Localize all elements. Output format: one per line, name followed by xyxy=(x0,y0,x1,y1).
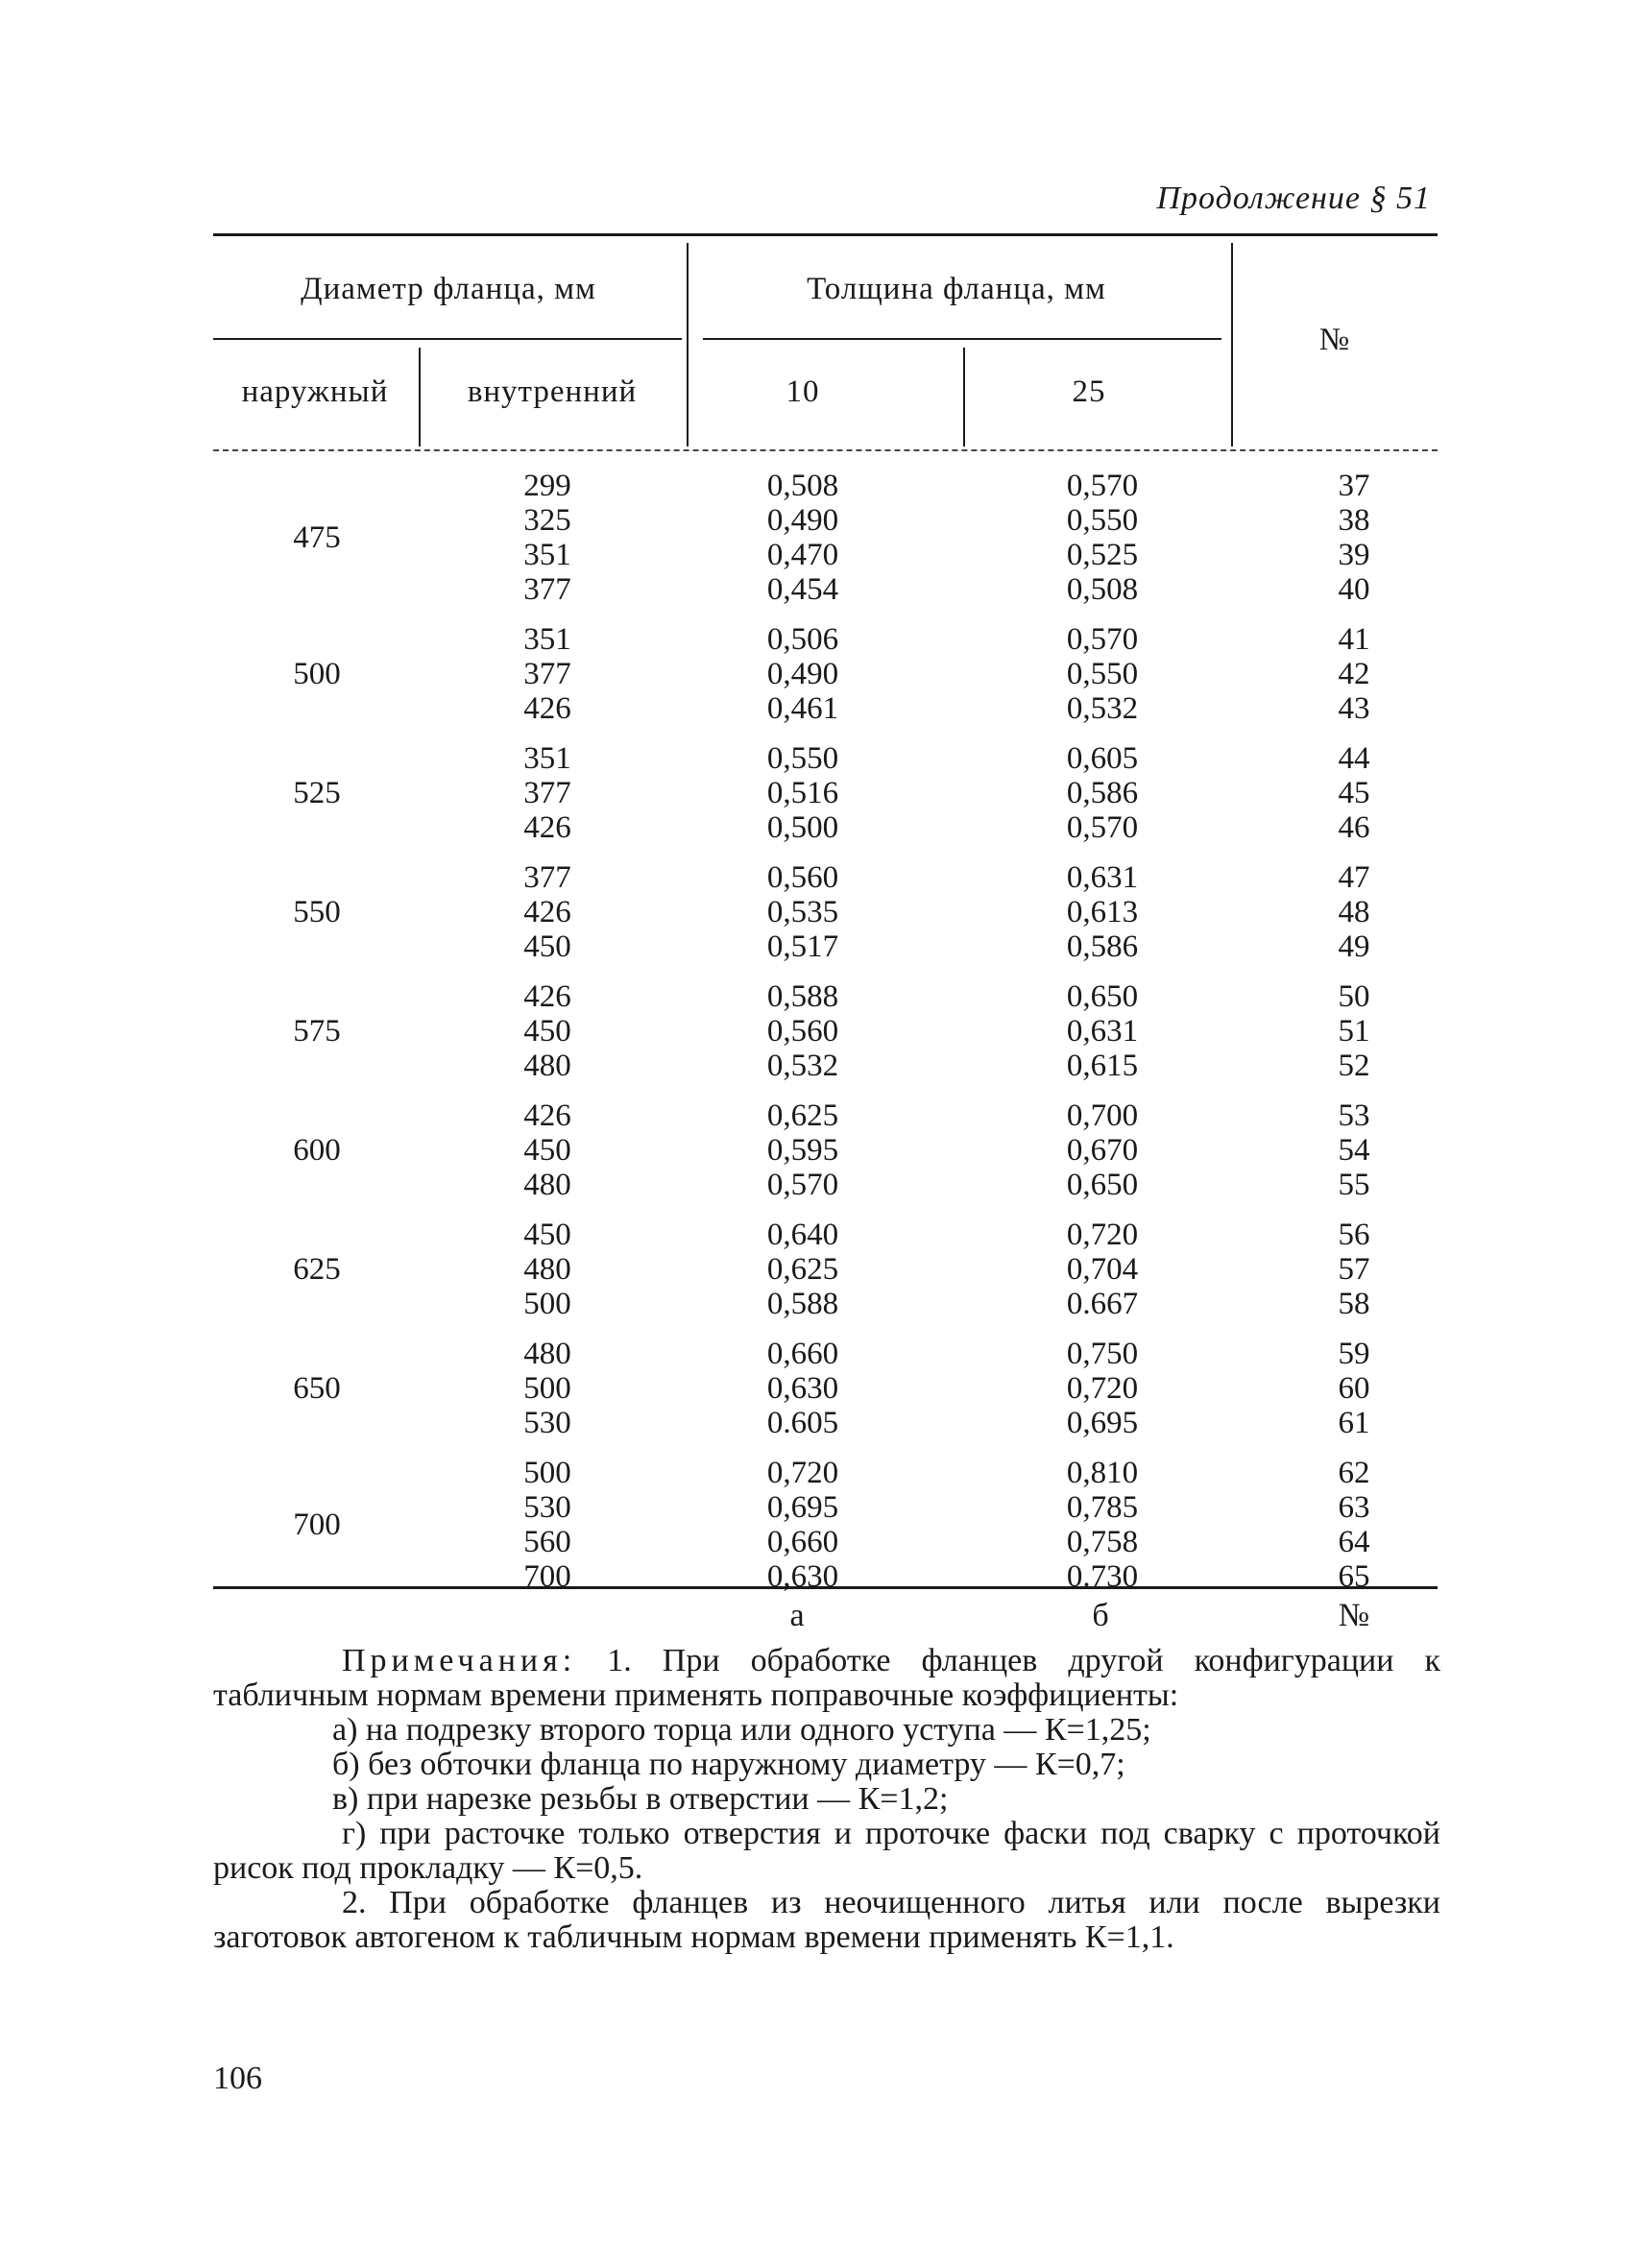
inner-diameter-cell: 299 xyxy=(523,469,571,503)
inner-diameter-cell: 500 xyxy=(523,1456,571,1490)
table-row xyxy=(0,1049,1644,1083)
inner-diameter-cell: 325 xyxy=(523,503,571,538)
table-row xyxy=(0,979,1644,1014)
inner-diameter-cell: 377 xyxy=(523,657,571,691)
inner-diameter-cell: 480 xyxy=(523,1168,571,1202)
time-10mm-cell: 0,454 xyxy=(766,572,839,607)
time-10mm-cell: 0,625 xyxy=(766,1098,839,1133)
table-row xyxy=(0,1218,1644,1252)
time-25mm-cell: 0,758 xyxy=(1066,1525,1139,1559)
time-25mm-cell: 0,570 xyxy=(1066,622,1139,657)
time-25mm-cell: 0,586 xyxy=(1066,929,1139,964)
header-outer: наружный xyxy=(241,374,389,409)
note-item-b: б) без обточки фланца по наружному диаметру — К=0,7; xyxy=(332,1747,1125,1782)
time-25mm-cell: 0,508 xyxy=(1066,572,1139,607)
table-row xyxy=(0,929,1644,964)
table-bottom-rule xyxy=(213,1586,1438,1589)
inner-diameter-cell: 480 xyxy=(523,1252,571,1287)
row-number-cell: 61 xyxy=(1338,1406,1370,1440)
header-t25: 25 xyxy=(1072,374,1106,409)
notes-block xyxy=(213,1644,1440,1955)
time-25mm-cell: 0,695 xyxy=(1066,1406,1139,1440)
table-row xyxy=(0,776,1644,810)
outer-diameter-cell: 475 xyxy=(293,520,341,555)
time-25mm-cell: 0,750 xyxy=(1066,1337,1139,1371)
inner-diameter-cell: 530 xyxy=(523,1406,571,1440)
time-10mm-cell: 0,720 xyxy=(766,1456,839,1490)
row-number-cell: 43 xyxy=(1338,691,1370,726)
table-row xyxy=(0,469,1644,503)
row-number-cell: 55 xyxy=(1338,1168,1370,1202)
time-10mm-cell: 0,695 xyxy=(766,1490,839,1525)
time-25mm-cell: 0,615 xyxy=(1066,1049,1139,1083)
table-row xyxy=(0,1371,1644,1406)
row-number-cell: 52 xyxy=(1338,1049,1370,1083)
outer-diameter-cell: 700 xyxy=(293,1508,341,1542)
time-25mm-cell: 0,550 xyxy=(1066,503,1139,538)
header-number: № xyxy=(1318,323,1351,357)
inner-diameter-cell: 450 xyxy=(523,1014,571,1049)
time-10mm-cell: 0,506 xyxy=(766,622,839,657)
inner-diameter-cell: 351 xyxy=(523,538,571,572)
time-25mm-cell: 0,631 xyxy=(1066,860,1139,895)
time-10mm-cell: 0,470 xyxy=(766,538,839,572)
row-number-cell: 56 xyxy=(1338,1218,1370,1252)
table-row xyxy=(0,622,1644,657)
time-25mm-cell: 0,550 xyxy=(1066,657,1139,691)
inner-diameter-cell: 530 xyxy=(523,1490,571,1525)
time-10mm-cell: 0.605 xyxy=(766,1406,839,1440)
time-10mm-cell: 0,640 xyxy=(766,1218,839,1252)
row-number-cell: 58 xyxy=(1338,1287,1370,1321)
inner-diameter-cell: 450 xyxy=(523,929,571,964)
table-row xyxy=(0,1525,1644,1559)
row-number-cell: 59 xyxy=(1338,1337,1370,1371)
row-number-cell: 62 xyxy=(1338,1456,1370,1490)
time-25mm-cell: 0,613 xyxy=(1066,895,1139,929)
time-25mm-cell: 0,650 xyxy=(1066,979,1139,1014)
row-number-cell: 54 xyxy=(1338,1133,1370,1168)
page-number: 106 xyxy=(213,2061,262,2096)
row-number-cell: 60 xyxy=(1338,1371,1370,1406)
row-number-cell: 37 xyxy=(1338,469,1370,503)
table-row xyxy=(0,1252,1644,1287)
time-25mm-cell: 0,532 xyxy=(1066,691,1139,726)
inner-diameter-cell: 500 xyxy=(523,1287,571,1321)
notes-label: Примечания: xyxy=(342,1643,577,1678)
row-number-cell: 40 xyxy=(1338,572,1370,607)
row-number-cell: 53 xyxy=(1338,1098,1370,1133)
row-number-cell: 51 xyxy=(1338,1014,1370,1049)
table-row xyxy=(0,1406,1644,1440)
time-10mm-cell: 0,660 xyxy=(766,1337,839,1371)
time-25mm-cell: 0,704 xyxy=(1066,1252,1139,1287)
table-row xyxy=(0,1337,1644,1371)
row-number-cell: 39 xyxy=(1338,538,1370,572)
row-number-cell: 48 xyxy=(1338,895,1370,929)
inner-diameter-cell: 560 xyxy=(523,1525,571,1559)
inner-diameter-cell: 500 xyxy=(523,1371,571,1406)
time-25mm-cell: 0,700 xyxy=(1066,1098,1139,1133)
footer-col-a: а xyxy=(789,1598,805,1633)
inner-diameter-cell: 351 xyxy=(523,741,571,776)
inner-diameter-cell: 480 xyxy=(523,1337,571,1371)
time-25mm-cell: 0,720 xyxy=(1066,1371,1139,1406)
time-25mm-cell: 0.730 xyxy=(1066,1559,1139,1594)
time-10mm-cell: 0,660 xyxy=(766,1525,839,1559)
time-10mm-cell: 0,550 xyxy=(766,741,839,776)
note-item-v: в) при нарезке резьбы в отверстии — К=1,2; xyxy=(332,1781,949,1817)
outer-diameter-cell: 500 xyxy=(293,657,341,691)
inner-diameter-cell: 480 xyxy=(523,1049,571,1083)
table-row xyxy=(0,1287,1644,1321)
time-25mm-cell: 0,720 xyxy=(1066,1218,1139,1252)
row-number-cell: 49 xyxy=(1338,929,1370,964)
time-10mm-cell: 0,461 xyxy=(766,691,839,726)
inner-diameter-cell: 450 xyxy=(523,1133,571,1168)
time-25mm-cell: 0,525 xyxy=(1066,538,1139,572)
time-25mm-cell: 0,650 xyxy=(1066,1168,1139,1202)
table-row xyxy=(0,572,1644,607)
time-25mm-cell: 0,785 xyxy=(1066,1490,1139,1525)
outer-diameter-cell: 625 xyxy=(293,1252,341,1287)
header-inner: внутренний xyxy=(467,374,638,409)
table-row xyxy=(0,538,1644,572)
outer-diameter-cell: 575 xyxy=(293,1014,341,1049)
row-number-cell: 47 xyxy=(1338,860,1370,895)
row-number-cell: 42 xyxy=(1338,657,1370,691)
footer-col-b: б xyxy=(1092,1598,1109,1633)
time-10mm-cell: 0,535 xyxy=(766,895,839,929)
inner-diameter-cell: 377 xyxy=(523,860,571,895)
inner-diameter-cell: 426 xyxy=(523,895,571,929)
row-number-cell: 63 xyxy=(1338,1490,1370,1525)
outer-diameter-cell: 650 xyxy=(293,1371,341,1406)
time-25mm-cell: 0.667 xyxy=(1066,1287,1139,1321)
inner-diameter-cell: 700 xyxy=(523,1559,571,1594)
time-10mm-cell: 0,595 xyxy=(766,1133,839,1168)
note-1 xyxy=(213,1644,1440,1713)
note-1-text: 1. При обработке фланцев другой конфигурации к табличным нормам времени применять поправочные коэффициенты: xyxy=(213,1643,1440,1713)
time-10mm-cell: 0,625 xyxy=(766,1252,839,1287)
time-10mm-cell: 0,630 xyxy=(766,1559,839,1594)
time-25mm-cell: 0,570 xyxy=(1066,469,1139,503)
table-row xyxy=(0,657,1644,691)
note-2: 2. При обработке фланцев из неочищенного литья или после вырезки заготовок автогеном к табличным нормам времени применять К=1,1. xyxy=(213,1885,1440,1955)
footer-col-num: № xyxy=(1338,1598,1370,1633)
time-25mm-cell: 0,570 xyxy=(1066,810,1139,845)
time-10mm-cell: 0,500 xyxy=(766,810,839,845)
row-number-cell: 46 xyxy=(1338,810,1370,845)
time-10mm-cell: 0,508 xyxy=(766,469,839,503)
table-row xyxy=(0,860,1644,895)
table-row xyxy=(0,741,1644,776)
table-row xyxy=(0,1133,1644,1168)
inner-diameter-cell: 426 xyxy=(523,979,571,1014)
time-25mm-cell: 0,810 xyxy=(1066,1456,1139,1490)
time-25mm-cell: 0,631 xyxy=(1066,1014,1139,1049)
row-number-cell: 50 xyxy=(1338,979,1370,1014)
header-diameter: Диаметр фланца, мм xyxy=(301,272,596,306)
row-number-cell: 57 xyxy=(1338,1252,1370,1287)
time-10mm-cell: 0,588 xyxy=(766,979,839,1014)
table-row xyxy=(0,503,1644,538)
outer-diameter-cell: 600 xyxy=(293,1133,341,1168)
time-25mm-cell: 0,605 xyxy=(1066,741,1139,776)
outer-diameter-cell: 525 xyxy=(293,776,341,810)
time-10mm-cell: 0,490 xyxy=(766,503,839,538)
outer-diameter-cell: 550 xyxy=(293,895,341,929)
table-row xyxy=(0,810,1644,845)
time-10mm-cell: 0,490 xyxy=(766,657,839,691)
continuation-header: Продолжение § 51 xyxy=(1156,181,1431,216)
inner-diameter-cell: 426 xyxy=(523,691,571,726)
time-10mm-cell: 0,560 xyxy=(766,860,839,895)
header-t10: 10 xyxy=(786,374,820,409)
time-25mm-cell: 0,586 xyxy=(1066,776,1139,810)
table-row xyxy=(0,895,1644,929)
time-10mm-cell: 0,630 xyxy=(766,1371,839,1406)
time-10mm-cell: 0,517 xyxy=(766,929,839,964)
table-row xyxy=(0,1456,1644,1490)
inner-diameter-cell: 351 xyxy=(523,622,571,657)
table-row xyxy=(0,1490,1644,1525)
note-item-g: г) при расточке только отверстия и проточке фаски под сварку с проточкой рисок под прокладку — К=0,5. xyxy=(213,1816,1440,1886)
inner-diameter-cell: 377 xyxy=(523,776,571,810)
row-number-cell: 44 xyxy=(1338,741,1370,776)
row-number-cell: 45 xyxy=(1338,776,1370,810)
table-row xyxy=(0,1168,1644,1202)
table-row xyxy=(0,691,1644,726)
time-10mm-cell: 0,516 xyxy=(766,776,839,810)
table-row xyxy=(0,1014,1644,1049)
time-10mm-cell: 0,560 xyxy=(766,1014,839,1049)
time-10mm-cell: 0,532 xyxy=(766,1049,839,1083)
inner-diameter-cell: 426 xyxy=(523,810,571,845)
time-10mm-cell: 0,588 xyxy=(766,1287,839,1321)
row-number-cell: 38 xyxy=(1338,503,1370,538)
table-row xyxy=(0,1098,1644,1133)
inner-diameter-cell: 377 xyxy=(523,572,571,607)
inner-diameter-cell: 450 xyxy=(523,1218,571,1252)
row-number-cell: 65 xyxy=(1338,1559,1370,1594)
note-item-a: а) на подрезку второго торца или одного уступа — К=1,25; xyxy=(332,1712,1151,1748)
row-number-cell: 41 xyxy=(1338,622,1370,657)
row-number-cell: 64 xyxy=(1338,1525,1370,1559)
time-10mm-cell: 0,570 xyxy=(766,1168,839,1202)
header-thickness: Толщина фланца, мм xyxy=(807,272,1106,306)
time-25mm-cell: 0,670 xyxy=(1066,1133,1139,1168)
inner-diameter-cell: 426 xyxy=(523,1098,571,1133)
